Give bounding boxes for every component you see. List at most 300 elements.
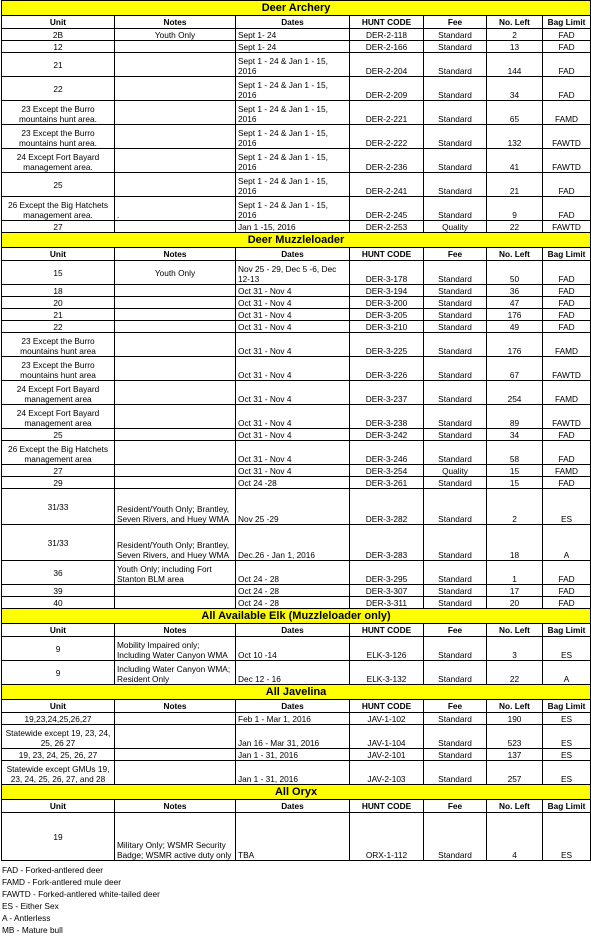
cell-unit: 19 [2,813,115,861]
cell-bag: FAWTD [543,357,591,381]
cell-left: 523 [487,725,543,749]
column-header: Bag Limit [543,16,591,29]
cell-left: 21 [487,173,543,197]
cell-notes [115,725,236,749]
table-row [2,101,591,125]
cell-code: DER-3-311 [350,597,424,609]
cell-left: 4 [487,813,543,861]
cell-unit: 24 Except Fort Bayard management area [2,405,115,429]
cell-code: DER-2-204 [350,53,424,77]
column-header: Bag Limit [543,624,591,637]
cell-code: DER-2-236 [350,149,424,173]
cell-left: 22 [487,221,543,233]
table-row [2,813,591,861]
cell-fee: Quality [424,465,487,477]
cell-left: 176 [487,309,543,321]
cell-bag: FAD [543,285,591,297]
cell-code: JAV-2-103 [350,761,424,785]
cell-notes: Resident/Youth Only; Brantley, Seven Rivers, and Huey WMA [115,525,236,561]
cell-dates: Jan 1 - 31, 2016 [236,749,350,761]
cell-dates: Oct 24 - 28 [236,597,350,609]
cell-dates: Oct 31 - Nov 4 [236,465,350,477]
table-row [2,725,591,749]
cell-fee: Standard [424,477,487,489]
cell-fee: Standard [424,597,487,609]
cell-notes [115,713,236,725]
table-row [2,53,591,77]
cell-code: ELK-3-126 [350,637,424,661]
cell-unit: 27 [2,465,115,477]
cell-notes [115,125,236,149]
cell-fee: Standard [424,561,487,585]
cell-unit: 21 [2,53,115,77]
column-header: No. Left [487,700,543,713]
cell-fee: Standard [424,297,487,309]
cell-fee: Standard [424,285,487,297]
section-title: Deer Muzzleloader [2,233,591,248]
table-row [2,713,591,725]
cell-bag: ES [543,813,591,861]
cell-dates: Sept 1 - 24 & Jan 1 - 15, 2016 [236,101,350,125]
cell-left: 22 [487,661,543,685]
cell-bag: FAD [543,429,591,441]
table-row [2,405,591,429]
cell-dates: Oct 31 - Nov 4 [236,429,350,441]
cell-unit: Statewide except 19, 23, 24, 25, 26 27 [2,725,115,749]
cell-dates: Oct 24 -28 [236,477,350,489]
table-row [2,285,591,297]
cell-dates: Sept 1 - 24 & Jan 1 - 15, 2016 [236,53,350,77]
cell-code: DER-2-118 [350,29,424,41]
cell-notes [115,429,236,441]
cell-unit: 27 [2,221,115,233]
cell-dates: Sept 1 - 24 & Jan 1 - 15, 2016 [236,125,350,149]
legend-item: FAWTD - Forked-antlered white-tailed deer [2,889,160,899]
cell-left: 20 [487,597,543,609]
table-row [2,149,591,173]
cell-fee: Standard [424,813,487,861]
table-row [2,525,591,561]
cell-dates: Jan 1 - 31, 2016 [236,761,350,785]
cell-notes [115,585,236,597]
table-row [2,597,591,609]
cell-dates: Dec 12 - 16 [236,661,350,685]
cell-code: DER-2-166 [350,41,424,53]
cell-code: ELK-3-132 [350,661,424,685]
cell-code: DER-2-221 [350,101,424,125]
column-header: HUNT CODE [350,800,424,813]
cell-unit: 20 [2,297,115,309]
hunt-table [1,0,591,861]
cell-unit: Statewide except GMUs 19, 23, 24, 25, 26, 27, and 28 [2,761,115,785]
cell-notes [115,309,236,321]
cell-fee: Standard [424,41,487,53]
cell-fee: Standard [424,761,487,785]
cell-left: 2 [487,29,543,41]
column-header: Unit [2,248,115,261]
column-header: Dates [236,248,350,261]
cell-code: JAV-1-102 [350,713,424,725]
table-row [2,41,591,53]
cell-fee: Standard [424,429,487,441]
cell-bag: FAD [543,477,591,489]
cell-left: 49 [487,321,543,333]
cell-bag: FAD [543,261,591,285]
column-header: HUNT CODE [350,16,424,29]
cell-fee: Standard [424,309,487,321]
cell-notes: . [115,197,236,221]
table-row [2,489,591,525]
cell-dates: TBA [236,813,350,861]
cell-fee: Standard [424,637,487,661]
cell-left: 137 [487,749,543,761]
cell-unit: 31/33 [2,525,115,561]
table-row [2,585,591,597]
cell-dates: Nov 25 -29 [236,489,350,525]
cell-fee: Standard [424,29,487,41]
cell-code: DER-3-225 [350,333,424,357]
column-header: Dates [236,700,350,713]
cell-dates: Oct 31 - Nov 4 [236,297,350,309]
cell-fee: Standard [424,125,487,149]
cell-code: DER-3-226 [350,357,424,381]
column-header: Notes [115,248,236,261]
column-header: Fee [424,248,487,261]
column-header: No. Left [487,800,543,813]
cell-bag: A [543,661,591,685]
cell-left: 132 [487,125,543,149]
cell-unit: 24 Except Fort Bayard management area [2,381,115,405]
cell-bag: FAMD [543,101,591,125]
cell-dates: Oct 24 - 28 [236,561,350,585]
cell-notes: Military Only; WSMR Security Badge; WSMR active duty only [115,813,236,861]
table-row [2,261,591,285]
table-row [2,761,591,785]
cell-left: 17 [487,585,543,597]
cell-dates: Sept 1- 24 [236,41,350,53]
cell-fee: Standard [424,405,487,429]
cell-notes [115,357,236,381]
column-header: Fee [424,16,487,29]
cell-left: 1 [487,561,543,585]
cell-notes [115,221,236,233]
cell-left: 47 [487,297,543,309]
cell-code: JAV-2-101 [350,749,424,761]
column-header: HUNT CODE [350,700,424,713]
cell-bag: FAD [543,29,591,41]
cell-unit: 23 Except the Burro mountains hunt area. [2,101,115,125]
cell-bag: A [543,525,591,561]
cell-unit: 40 [2,597,115,609]
cell-notes [115,597,236,609]
cell-unit: 25 [2,173,115,197]
cell-unit: 23 Except the Burro mountains hunt area [2,357,115,381]
cell-left: 3 [487,637,543,661]
table-row [2,297,591,309]
table-row [2,637,591,661]
cell-bag: FAD [543,597,591,609]
column-header: Dates [236,16,350,29]
column-header: Fee [424,624,487,637]
cell-fee: Standard [424,661,487,685]
cell-unit: 22 [2,321,115,333]
cell-bag: FAWTD [543,221,591,233]
table-row [2,357,591,381]
cell-code: DER-3-238 [350,405,424,429]
table-row [2,429,591,441]
cell-left: 257 [487,761,543,785]
section-title: Deer Archery [2,1,591,16]
column-header: Dates [236,800,350,813]
cell-left: 254 [487,381,543,405]
cell-unit: 9 [2,661,115,685]
cell-unit: 24 Except Fort Bayard management area. [2,149,115,173]
cell-code: DER-3-178 [350,261,424,285]
legend [2,864,591,936]
cell-unit: 21 [2,309,115,321]
cell-left: 34 [487,429,543,441]
cell-left: 144 [487,53,543,77]
column-header: Bag Limit [543,248,591,261]
cell-code: DER-2-241 [350,173,424,197]
cell-code: DER-3-254 [350,465,424,477]
cell-bag: ES [543,749,591,761]
cell-notes [115,333,236,357]
column-header-row [2,248,591,261]
cell-bag: ES [543,489,591,525]
cell-dates: Oct 31 - Nov 4 [236,285,350,297]
cell-left: 34 [487,77,543,101]
table-row [2,125,591,149]
cell-fee: Standard [424,585,487,597]
cell-bag: FAMD [543,465,591,477]
section-title: All Javelina [2,685,591,700]
cell-bag: FAD [543,53,591,77]
column-header-row [2,624,591,637]
cell-bag: FAWTD [543,125,591,149]
cell-notes: Youth Only [115,29,236,41]
column-header: Unit [2,16,115,29]
cell-unit: 36 [2,561,115,585]
table-row [2,321,591,333]
cell-code: DER-2-209 [350,77,424,101]
cell-fee: Standard [424,77,487,101]
cell-fee: Standard [424,357,487,381]
legend-item: ES - Either Sex [2,901,59,911]
section-title-row [2,609,591,624]
cell-left: 36 [487,285,543,297]
cell-unit: 39 [2,585,115,597]
cell-dates: Oct 31 - Nov 4 [236,441,350,465]
cell-notes [115,465,236,477]
cell-dates: Sept 1 - 24 & Jan 1 - 15, 2016 [236,149,350,173]
cell-bag: FAD [543,77,591,101]
legend-item: FAMD - Fork-antlered mule deer [2,877,121,887]
cell-dates: Sept 1 - 24 & Jan 1 - 15, 2016 [236,173,350,197]
cell-fee: Standard [424,749,487,761]
cell-unit: 31/33 [2,489,115,525]
cell-notes [115,101,236,125]
cell-left: 9 [487,197,543,221]
table-row [2,477,591,489]
cell-bag: ES [543,713,591,725]
cell-dates: Jan 16 - Mar 31, 2016 [236,725,350,749]
cell-code: DER-3-200 [350,297,424,309]
cell-fee: Standard [424,197,487,221]
cell-bag: FAD [543,297,591,309]
cell-code: DER-2-245 [350,197,424,221]
column-header: No. Left [487,248,543,261]
cell-bag: ES [543,761,591,785]
cell-code: DER-3-194 [350,285,424,297]
table-row [2,173,591,197]
cell-left: 89 [487,405,543,429]
cell-code: DER-3-283 [350,525,424,561]
cell-notes [115,173,236,197]
cell-left: 15 [487,477,543,489]
cell-dates: Feb 1 - Mar 1, 2016 [236,713,350,725]
column-header: Unit [2,800,115,813]
cell-fee: Quality [424,221,487,233]
column-header: Bag Limit [543,800,591,813]
cell-dates: Oct 24 - 28 [236,585,350,597]
cell-unit: 26 Except the Big Hatchets management area [2,441,115,465]
cell-left: 41 [487,149,543,173]
cell-code: DER-3-205 [350,309,424,321]
cell-code: DER-3-246 [350,441,424,465]
cell-dates: Sept 1- 24 [236,29,350,41]
cell-fee: Standard [424,713,487,725]
cell-notes: Including Water Canyon WMA; Resident Only [115,661,236,685]
column-header: Dates [236,624,350,637]
cell-fee: Standard [424,525,487,561]
table-row [2,29,591,41]
table-row [2,197,591,221]
cell-bag: FAD [543,585,591,597]
table-row [2,381,591,405]
column-header: Notes [115,624,236,637]
cell-notes: Youth Only; including Fort Stanton BLM area [115,561,236,585]
cell-fee: Standard [424,441,487,465]
cell-dates: Oct 31 - Nov 4 [236,405,350,429]
cell-unit: 23 Except the Burro mountains hunt area. [2,125,115,149]
cell-unit: 25 [2,429,115,441]
cell-dates: Nov 25 - 29, Dec 5 -6, Dec 12-13 [236,261,350,285]
cell-notes: Youth Only [115,261,236,285]
cell-bag: FAWTD [543,149,591,173]
cell-left: 18 [487,525,543,561]
cell-fee: Standard [424,53,487,77]
cell-code: ORX-1-112 [350,813,424,861]
cell-code: DER-3-237 [350,381,424,405]
cell-left: 176 [487,333,543,357]
table-row [2,441,591,465]
cell-unit: 29 [2,477,115,489]
cell-bag: FAMD [543,381,591,405]
cell-dates: Oct 31 - Nov 4 [236,381,350,405]
table-row [2,221,591,233]
cell-notes [115,749,236,761]
cell-fee: Standard [424,173,487,197]
cell-unit: 26 Except the Big Hatchets management area. [2,197,115,221]
cell-dates: Oct 31 - Nov 4 [236,333,350,357]
cell-code: DER-3-242 [350,429,424,441]
cell-fee: Standard [424,333,487,357]
column-header-row [2,800,591,813]
column-header: Fee [424,700,487,713]
cell-unit: 22 [2,77,115,101]
column-header: Fee [424,800,487,813]
table-row [2,465,591,477]
cell-notes [115,149,236,173]
table-row [2,77,591,101]
cell-bag: ES [543,725,591,749]
cell-bag: FAD [543,309,591,321]
table-row [2,749,591,761]
cell-notes [115,41,236,53]
cell-left: 13 [487,41,543,53]
cell-unit: 23 Except the Burro mountains hunt area [2,333,115,357]
cell-dates: Oct 10 -14 [236,637,350,661]
cell-left: 15 [487,465,543,477]
cell-bag: FAD [543,441,591,465]
cell-bag: FAWTD [543,405,591,429]
table-row [2,561,591,585]
cell-notes: Resident/Youth Only; Brantley, Seven Rivers, and Huey WMA [115,489,236,525]
section-title: All Available Elk (Muzzleloader only) [2,609,591,624]
cell-notes [115,297,236,309]
cell-code: DER-3-307 [350,585,424,597]
cell-notes [115,381,236,405]
column-header: Unit [2,624,115,637]
cell-notes [115,285,236,297]
cell-left: 190 [487,713,543,725]
cell-fee: Standard [424,489,487,525]
legend-item: MB - Mature bull [2,925,63,935]
cell-bag: FAMD [543,333,591,357]
legend-item: FAD - Forked-antlered deer [2,865,103,875]
cell-bag: FAD [543,197,591,221]
cell-dates: Oct 31 - Nov 4 [236,321,350,333]
cell-dates: Dec.26 - Jan 1, 2016 [236,525,350,561]
table-row [2,333,591,357]
cell-left: 65 [487,101,543,125]
cell-unit: 12 [2,41,115,53]
table-row [2,309,591,321]
cell-dates: Jan 1 -15, 2016 [236,221,350,233]
column-header-row [2,700,591,713]
cell-notes [115,53,236,77]
cell-fee: Standard [424,381,487,405]
cell-dates: Sept 1 - 24 & Jan 1 - 15, 2016 [236,77,350,101]
cell-notes [115,441,236,465]
section-title-row [2,233,591,248]
cell-notes [115,77,236,101]
cell-unit: 18 [2,285,115,297]
cell-dates: Oct 31 - Nov 4 [236,357,350,381]
cell-unit: 19,23,24,25,26,27 [2,713,115,725]
cell-dates: Oct 31 - Nov 4 [236,309,350,321]
cell-fee: Standard [424,725,487,749]
cell-bag: FAD [543,41,591,53]
section-title-row [2,685,591,700]
cell-fee: Standard [424,321,487,333]
cell-code: DER-3-210 [350,321,424,333]
cell-notes [115,405,236,429]
cell-fee: Standard [424,149,487,173]
section-title-row [2,1,591,16]
cell-fee: Standard [424,261,487,285]
